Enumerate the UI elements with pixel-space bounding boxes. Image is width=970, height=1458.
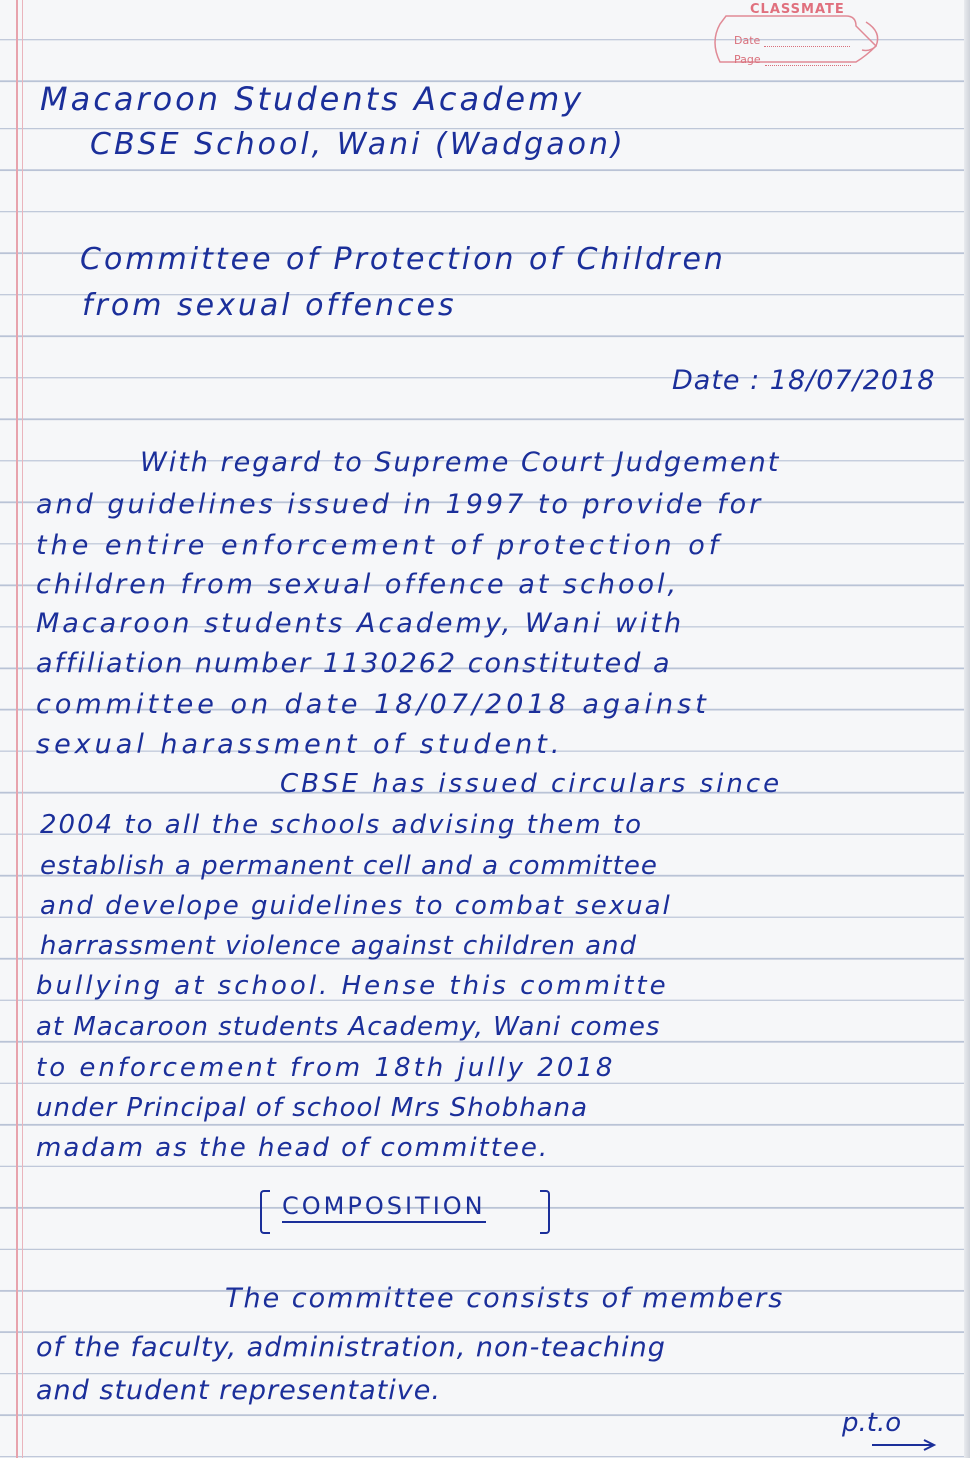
paragraph2-line: and develope guidelines to combat sexual: [40, 891, 672, 921]
page-label: Page: [734, 53, 761, 66]
paragraph2-line: to enforcement from 18th jully 2018: [36, 1053, 616, 1083]
paragraph1-line: With regard to Supreme Court Judgement: [140, 447, 781, 478]
paragraph1-line: the entire enforcement of protection of: [36, 530, 723, 561]
paragraph1-line: children from sexual offence at school,: [36, 569, 680, 600]
paragraph2-line: under Principal of school Mrs Shobhana: [36, 1093, 589, 1123]
brand-date-field: [734, 34, 850, 47]
document-date: Date : 18/07/2018: [672, 365, 936, 396]
paragraph3-line: of the faculty, administration, non-teaching: [36, 1332, 666, 1363]
section-heading: COMPOSITION: [282, 1192, 486, 1223]
paragraph1-line: affiliation number 1130262 constituted a: [36, 648, 672, 679]
school-name: Macaroon Students Academy: [40, 80, 585, 118]
paragraph1-line: committee on date 18/07/2018 against: [36, 689, 710, 720]
page-edge: [964, 0, 970, 1458]
brand-name: CLASSMATE: [750, 2, 845, 17]
arrow-right-icon: [870, 1438, 940, 1452]
margin-line: [16, 0, 18, 1458]
brand-page-field: [734, 53, 851, 66]
section-heading-box: [260, 1190, 550, 1230]
pto-note: p.t.o: [842, 1408, 902, 1438]
paragraph2-line: madam as the head of committee.: [36, 1133, 550, 1163]
margin-line-inner: [22, 0, 23, 1458]
document-title-line2: from sexual offences: [82, 288, 457, 323]
paragraph2-line: establish a permanent cell and a committee: [40, 851, 658, 881]
paragraph2-line: harrassment violence against children and: [40, 931, 637, 961]
paragraph3-line: and student representative.: [36, 1375, 441, 1406]
notebook-brand-stamp: [706, 2, 886, 76]
paragraph2-line: CBSE has issued circulars since: [280, 769, 783, 799]
paragraph1-line: and guidelines issued in 1997 to provide for: [36, 489, 764, 520]
paragraph3-line: The committee consists of members: [225, 1283, 785, 1314]
school-subtitle: CBSE School, Wani (Wadgaon): [90, 127, 626, 162]
paragraph2-line: 2004 to all the schools advising them to: [40, 810, 643, 840]
paragraph2-line: at Macaroon students Academy, Wani comes: [36, 1012, 661, 1042]
paragraph2-line: bullying at school. Hense this committe: [36, 971, 669, 1001]
document-title-line1: Committee of Protection of Children: [80, 242, 726, 277]
paragraph1-line: sexual harassment of student.: [36, 729, 564, 760]
paragraph1-line: Macaroon students Academy, Wani with: [36, 608, 685, 639]
date-label: Date: [734, 34, 761, 47]
